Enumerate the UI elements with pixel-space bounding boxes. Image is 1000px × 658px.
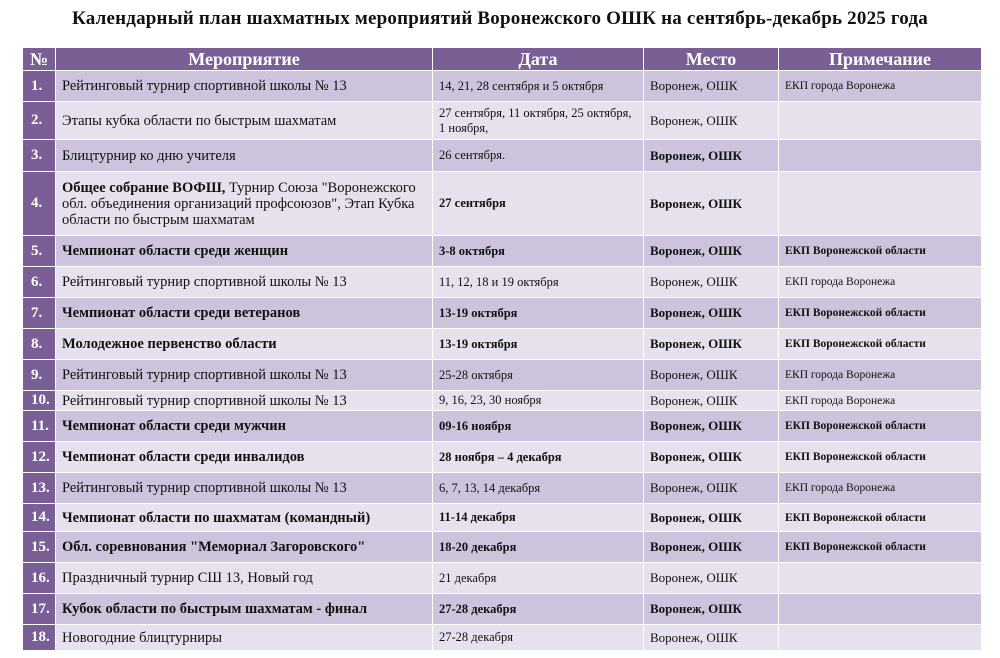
event-bold: Молодежное первенство области — [62, 336, 277, 352]
page-title: Календарный план шахматных мероприятий Воронежского ОШК на сентябрь-декабрь 2025 года — [72, 8, 928, 29]
note-cell: ЕКП Воронежской области — [779, 298, 982, 329]
note-cell: ЕКП города Воронежа — [779, 71, 982, 102]
note-cell: ЕКП Воронежской области — [779, 411, 982, 442]
event-text: Новогодние блицтурниры — [62, 629, 223, 646]
header-place: Место — [644, 48, 779, 71]
row-number: 15. — [23, 532, 56, 563]
row-number: 7. — [23, 298, 56, 329]
table-header-row — [23, 48, 982, 71]
event-text: Праздничный турнир СШ 13, Новый год — [62, 570, 313, 586]
place-cell: Воронеж, ОШК — [644, 102, 779, 140]
event-text: Турнир Союза "Воронежского обл. объединения организаций профсоюзов", Этап Кубка области по быстрым шахматам — [62, 179, 416, 228]
row-number: 5. — [23, 236, 56, 267]
note-cell — [779, 172, 982, 236]
event-bold: Чемпионат области среди ветеранов — [62, 305, 301, 321]
event-text: Рейтинговый турнир спортивной школы № 13 — [62, 480, 347, 496]
table-row — [23, 329, 982, 360]
table-row — [23, 172, 982, 236]
table-row — [23, 411, 982, 442]
note-cell: ЕКП города Воронежа — [779, 391, 982, 411]
table-row — [23, 71, 982, 102]
place-cell: Воронеж, ОШК — [644, 267, 779, 298]
row-number: 10. — [23, 391, 56, 411]
row-number: 18. — [23, 625, 56, 651]
table-row — [23, 473, 982, 504]
table-row — [23, 532, 982, 563]
table-row — [23, 594, 982, 625]
event-cell — [56, 267, 433, 298]
row-number: 13. — [23, 473, 56, 504]
place-cell: Воронеж, ОШК — [644, 625, 779, 651]
events-table — [22, 47, 982, 651]
row-number: 8. — [23, 329, 56, 360]
event-bold: Кубок области по быстрым шахматам - финал — [62, 601, 368, 617]
date-cell: 27 сентября — [433, 172, 644, 236]
date-cell: 13-19 октября — [433, 298, 644, 329]
event-cell — [56, 298, 433, 329]
date-cell: 9, 16, 23, 30 ноября — [433, 391, 644, 411]
event-cell — [56, 391, 433, 411]
event-bold: Общее собрание ВОФШ, — [62, 179, 226, 196]
event-cell — [56, 71, 433, 102]
row-number: 6. — [23, 267, 56, 298]
event-text: Этапы кубка области по быстрым шахматам — [62, 112, 337, 129]
date-cell: 11, 12, 18 и 19 октября — [433, 267, 644, 298]
event-cell — [56, 411, 433, 442]
date-cell: 14, 21, 28 сентября и 5 октября — [433, 71, 644, 102]
place-cell: Воронеж, ОШК — [644, 504, 779, 532]
event-cell — [56, 504, 433, 532]
event-cell — [56, 102, 433, 140]
event-bold: Чемпионат области среди мужчин — [62, 418, 286, 434]
row-number: 11. — [23, 411, 56, 442]
table-row — [23, 625, 982, 651]
event-text: Рейтинговый турнир спортивной школы № 13 — [62, 274, 347, 290]
note-cell: ЕКП города Воронежа — [779, 473, 982, 504]
table-row — [23, 140, 982, 172]
table-row — [23, 442, 982, 473]
date-cell: 6, 7, 13, 14 декабря — [433, 473, 644, 504]
header-note: Примечание — [779, 48, 982, 71]
event-bold: Чемпионат области по шахматам (командный) — [62, 509, 371, 526]
row-number: 9. — [23, 360, 56, 391]
note-cell: ЕКП Воронежской области — [779, 329, 982, 360]
note-cell: ЕКП Воронежской области — [779, 236, 982, 267]
table-row — [23, 298, 982, 329]
event-cell — [56, 473, 433, 504]
place-cell: Воронеж, ОШК — [644, 71, 779, 102]
date-cell: 21 декабря — [433, 563, 644, 594]
place-cell: Воронеж, ОШК — [644, 563, 779, 594]
note-cell: ЕКП Воронежской области — [779, 442, 982, 473]
note-cell — [779, 140, 982, 172]
row-number: 4. — [23, 172, 56, 236]
table-row — [23, 563, 982, 594]
note-cell: ЕКП города Воронежа — [779, 267, 982, 298]
event-cell — [56, 594, 433, 625]
note-cell — [779, 625, 982, 651]
place-cell: Воронеж, ОШК — [644, 360, 779, 391]
row-number: 3. — [23, 140, 56, 172]
event-cell — [56, 442, 433, 473]
date-cell: 26 сентября. — [433, 140, 644, 172]
date-cell: 27-28 декабря — [433, 625, 644, 651]
table-row — [23, 391, 982, 411]
date-cell: 25-28 октября — [433, 360, 644, 391]
note-cell — [779, 594, 982, 625]
note-cell — [779, 102, 982, 140]
table-row — [23, 102, 982, 140]
event-text: Блицтурнир ко дню учителя — [62, 147, 236, 164]
row-number: 12. — [23, 442, 56, 473]
place-cell: Воронеж, ОШК — [644, 442, 779, 473]
table-row — [23, 267, 982, 298]
event-text: Рейтинговый турнир спортивной школы № 13 — [62, 78, 347, 94]
event-cell — [56, 360, 433, 391]
event-cell — [56, 532, 433, 563]
event-text: Рейтинговый турнир спортивной школы № 13 — [62, 367, 347, 383]
row-number: 2. — [23, 102, 56, 140]
table-row — [23, 236, 982, 267]
row-number: 14. — [23, 504, 56, 532]
note-cell: ЕКП Воронежской области — [779, 532, 982, 563]
place-cell: Воронеж, ОШК — [644, 329, 779, 360]
note-cell: ЕКП города Воронежа — [779, 360, 982, 391]
date-cell: 13-19 октября — [433, 329, 644, 360]
row-number: 1. — [23, 71, 56, 102]
event-bold: Чемпионат области среди инвалидов — [62, 449, 305, 465]
table-row — [23, 360, 982, 391]
date-cell: 18-20 декабря — [433, 532, 644, 563]
date-cell: 27-28 декабря — [433, 594, 644, 625]
place-cell: Воронеж, ОШК — [644, 391, 779, 411]
event-cell — [56, 140, 433, 172]
date-cell: 11-14 декабря — [433, 504, 644, 532]
table-row — [23, 504, 982, 532]
header-num: № — [23, 48, 56, 71]
note-cell: ЕКП Воронежской области — [779, 504, 982, 532]
header-date: Дата — [433, 48, 644, 71]
place-cell: Воронеж, ОШК — [644, 236, 779, 267]
row-number: 16. — [23, 563, 56, 594]
place-cell: Воронеж, ОШК — [644, 172, 779, 236]
event-text: Рейтинговый турнир спортивной школы № 13 — [62, 392, 347, 409]
event-bold: Обл. соревнования "Мемориал Загоровского" — [62, 539, 366, 555]
date-cell: 28 ноября – 4 декабря — [433, 442, 644, 473]
place-cell: Воронеж, ОШК — [644, 411, 779, 442]
date-cell: 3-8 октября — [433, 236, 644, 267]
place-cell: Воронеж, ОШК — [644, 594, 779, 625]
header-event: Мероприятие — [56, 48, 433, 71]
event-cell — [56, 625, 433, 651]
row-number: 17. — [23, 594, 56, 625]
event-bold: Чемпионат области среди женщин — [62, 243, 289, 259]
place-cell: Воронеж, ОШК — [644, 532, 779, 563]
place-cell: Воронеж, ОШК — [644, 140, 779, 172]
event-cell — [56, 563, 433, 594]
note-cell — [779, 563, 982, 594]
event-cell — [56, 236, 433, 267]
place-cell: Воронеж, ОШК — [644, 473, 779, 504]
event-cell — [56, 172, 433, 236]
date-cell: 09-16 ноября — [433, 411, 644, 442]
date-cell: 27 сентября, 11 октября, 25 октября, 1 ноября, — [433, 102, 644, 140]
place-cell: Воронеж, ОШК — [644, 298, 779, 329]
event-cell — [56, 329, 433, 360]
